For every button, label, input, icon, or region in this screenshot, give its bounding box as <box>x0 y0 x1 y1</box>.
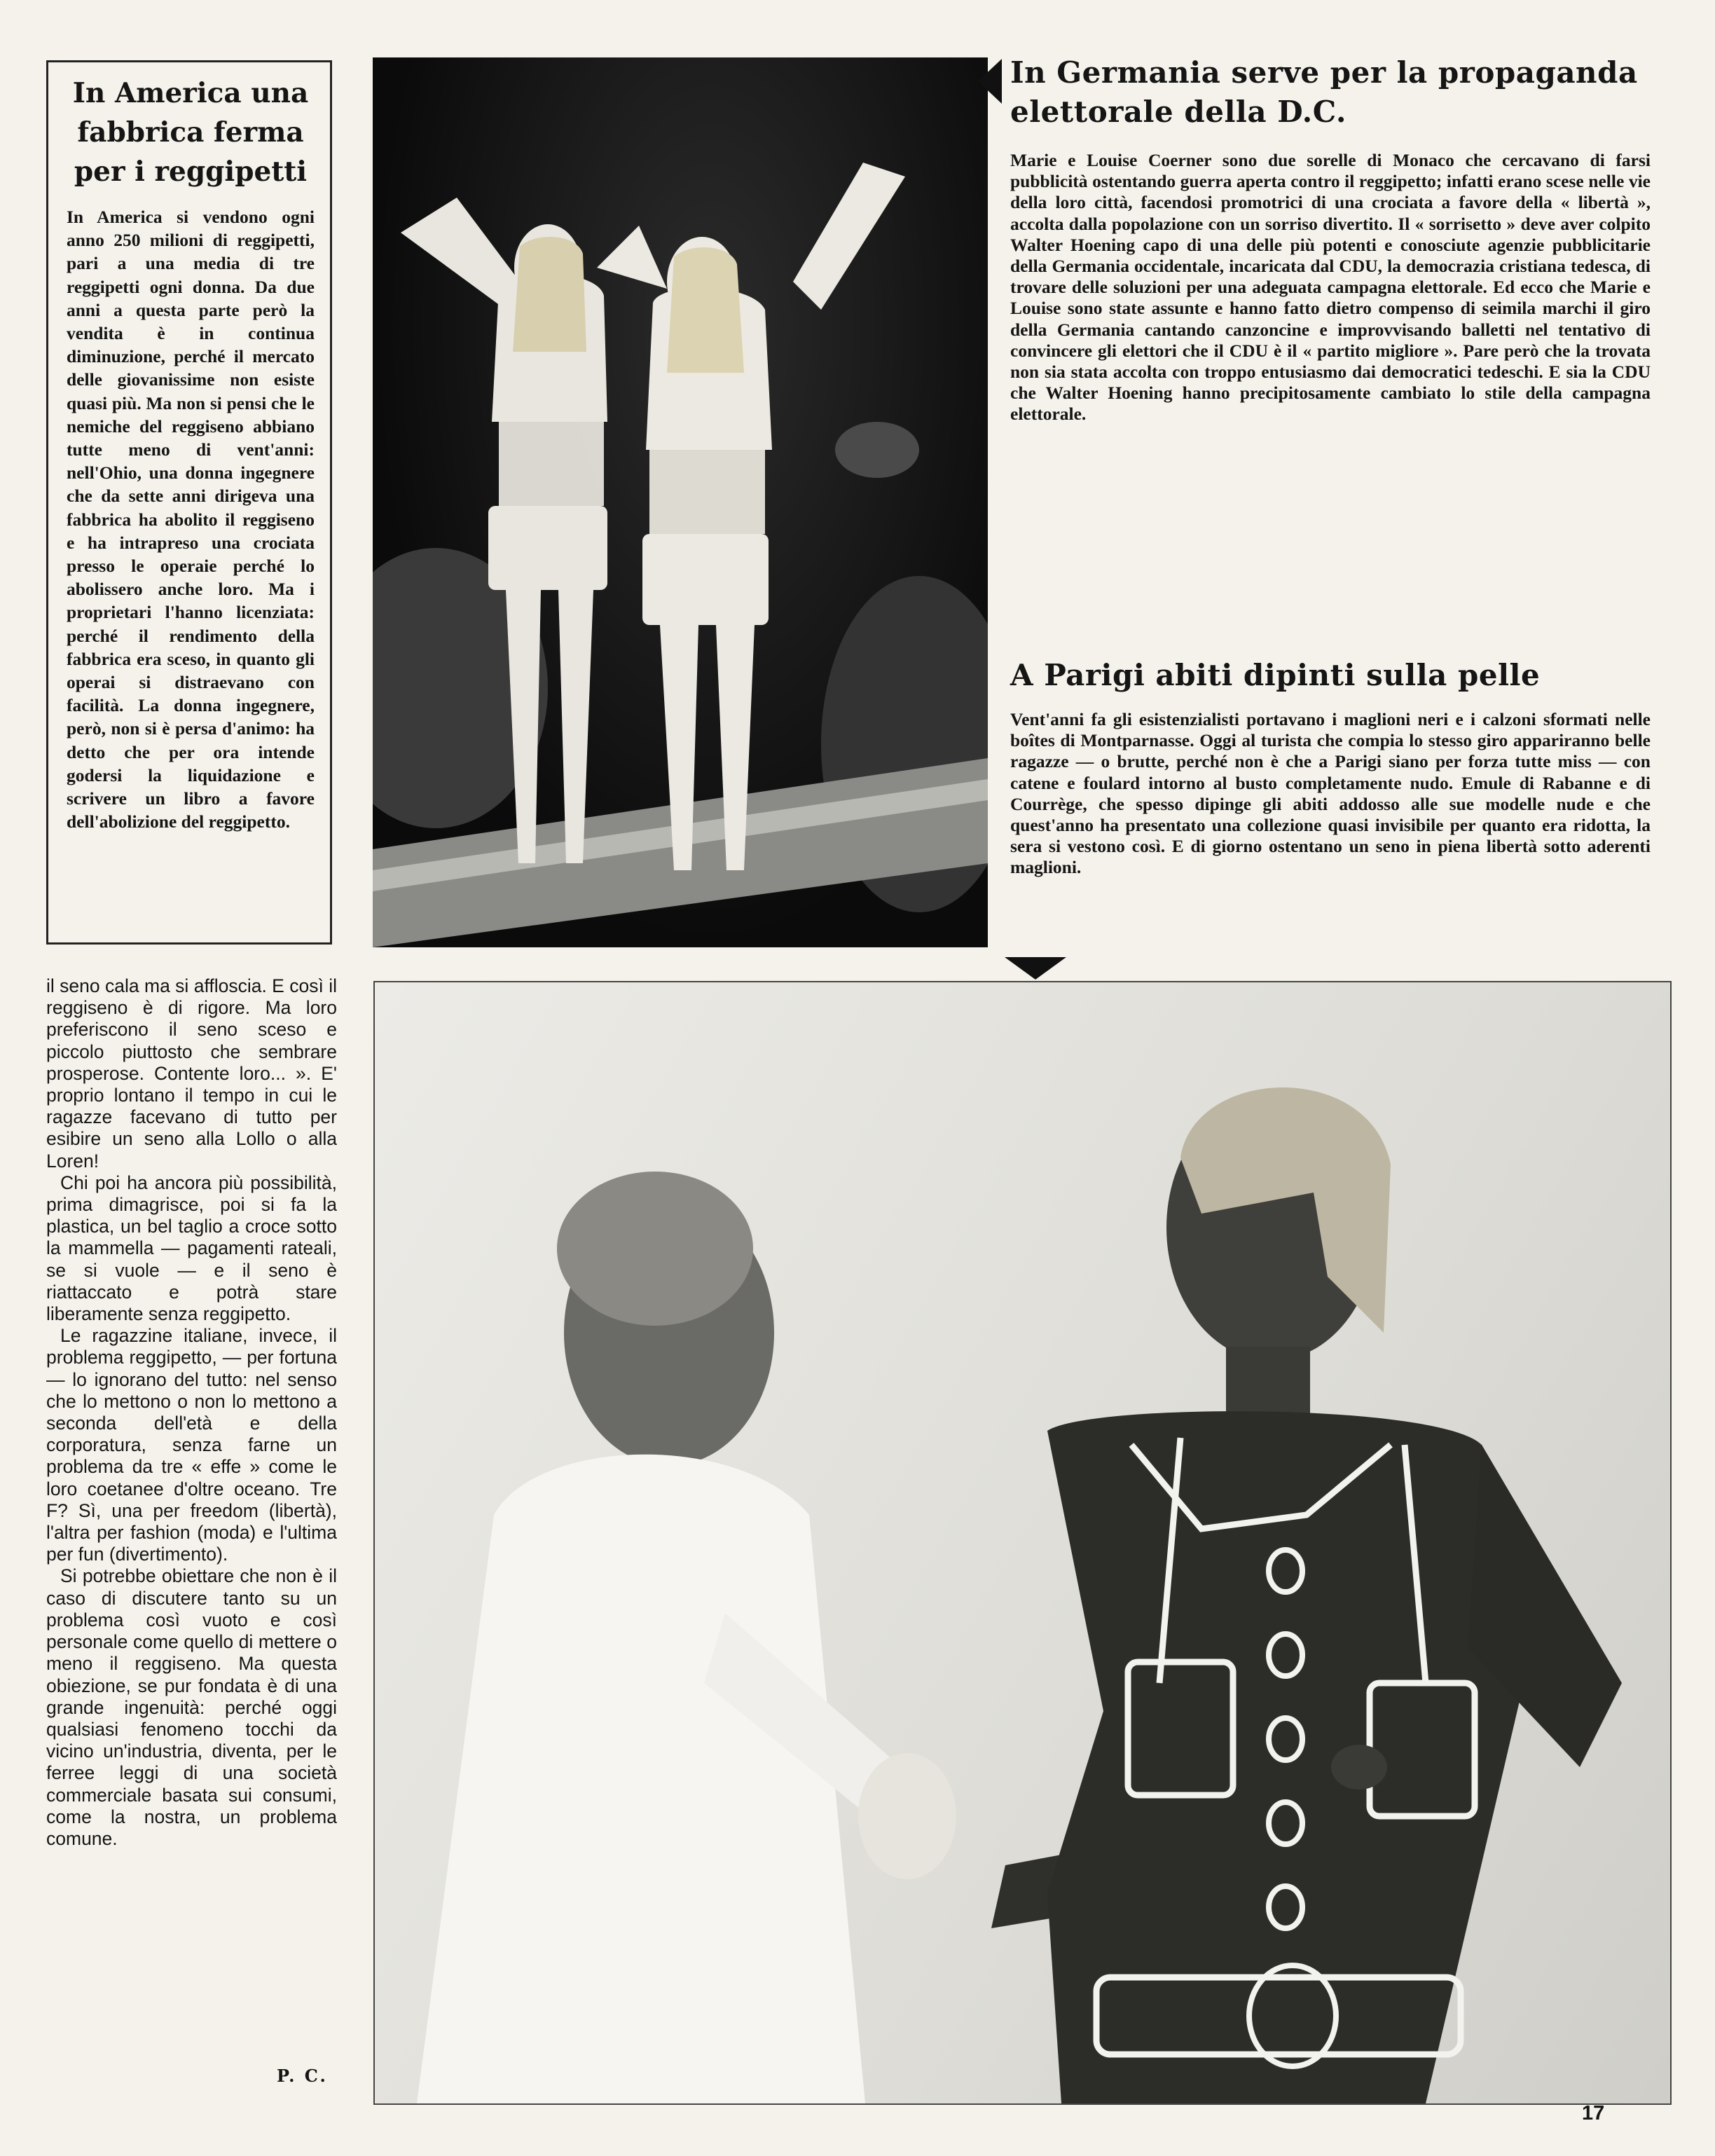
arrow-down-icon <box>1005 957 1066 980</box>
main-paragraph-4: Si potrebbe obiettare che non è il caso di discutere tanto su un problema così vuoto e così personale come quello di mettere o meno il reggiseno. Ma questa obiezione, se pur fondata è di una grande ingenuità: perché oggi qualsiasi fenomeno tocchi da vicino un'industria, diventa, per le ferree leggi di una società commerciale basata sui consumi, come la nostra, un problema comune. <box>46 1565 337 1849</box>
author-signature: P. C. <box>277 2066 328 2086</box>
photo-two-sisters-illustration <box>373 57 988 947</box>
main-paragraph-2: Chi poi ha ancora più possibilità, prima dimagrisce, poi si fa la plastica, un bel taglio a croce sotto la mammella — pagamenti rateali, se si vuole — e il seno è riattaccato e potrà stare liberamente senza reggipetto. <box>46 1172 337 1325</box>
sidebar-body: In America si vendono ogni anno 250 milioni di reggipetti, pari a una media di tre reggipetti ogni donna. Da due anni a questa parte però la vendita è in continua diminuzione, perché il mercato delle giovanissime non esiste quasi più. Ma non si pensi che le nemiche del reggiseno abbiano tutte meno di vent'anni: nell'Ohio, una donna ingegnere che da sette anni dirigeva una fabbrica ha abolito il reggiseno e ha intrapreso una crociata presso le operaie perché lo abolissero anche loro. Ma i proprietari l'hanno licenziata: perché il rendimento della fabbrica era sceso, in quanto gli operai si distraevano con facilità. La donna ingegnere, però, non si è persa d'animo: ha detto che per ora intende godersi la liquidazione e scrivere un libro a favore dell'abolizione del reggipetto. <box>67 207 315 832</box>
sidebar-box-america <box>46 60 332 945</box>
article-germania-title: In Germania serve per la propaganda elettorale della D.C. <box>1010 55 1638 129</box>
photo-painted-dress <box>373 981 1672 2105</box>
photo-painted-dress-illustration <box>375 982 1670 2103</box>
main-paragraph-3: Le ragazzine italiane, invece, il problema reggipetto, — per fortuna — lo ignorano del tutto: nel senso che lo mettono o non lo mettono a seconda dell'età e della corporatura, senza farne un problema da tre « effe » come le loro coetanee d'oltre oceano. Tre F? Sì, una per freedom (libertà), l'altra per fashion (moda) e l'ultima per fun (divertimento). <box>46 1325 337 1565</box>
article-parigi-body: Vent'anni fa gli esistenzialisti portavano i maglioni neri e i calzoni sformati nelle boîtes di Montparnasse. Oggi al turista che compia lo stesso giro appariranno belle ragazze — o brutte, perché non è che a Parigi siano per forza tutte miss — con catene e foulard intorno al busto completamente nudo. Emule di Rabanne e di Courrège, che spesso dipinge gli abiti addosso alle sue modelle nude e che quest'anno ha presentato una collezione quasi invisibile per quanto era ridotta, la sera si vestono così. E di giorno ostentano un seno in piena libertà sotto aderenti maglioni. <box>1010 709 1651 878</box>
article-main-column <box>46 975 337 2096</box>
article-germania <box>1010 53 1651 425</box>
photo-two-sisters <box>373 57 988 947</box>
arrow-left-icon <box>978 59 1002 104</box>
article-parigi <box>1010 656 1651 879</box>
sidebar-title: In America una fabbrica ferma per i reggipetti <box>72 77 309 188</box>
page-number: 17 <box>1582 2102 1605 2124</box>
main-paragraph-1: il seno cala ma si affloscia. E così il reggiseno è di rigore. Ma loro preferiscono il seno sceso e piccolo piuttosto che sembrare prosperose. Contente loro... ». E' proprio lontano il tempo in cui le ragazze facevano di tutto per esibire un seno alla Lollo o alla Loren! <box>46 975 337 1172</box>
article-germania-body: Marie e Louise Coerner sono due sorelle di Monaco che cercavano di farsi pubblicità ostentando guerra aperta contro il reggipetto; infatti erano scese nelle vie della loro città, facendosi promotrici di una crociata a favore della « libertà », accolta dalla popolazione con un sorriso divertito. Il « sorrisetto » deve aver colpito Walter Hoening capo di una delle più potenti e conosciute agenzie pubblicitarie della Germania occidentale, incaricata dal CDU, la democrazia cristiana tedesca, di trovare delle soluzioni per una adeguata campagna elettorale. Ed ecco che Marie e Louise sono state assunte e hanno fatto dietro compenso di seimila marchi il giro della Germania cantando canzoncine e improvvisando balletti nel tentativo di convincere gli elettori che il CDU è il « partito migliore ». Pare però che la trovata non sia stata accolta con troppo entusiasmo dai democratici tedeschi. E sia la CDU che Walter Hoening hanno precipitosamente cambiato lo stile della campagna elettorale. <box>1010 150 1651 425</box>
article-parigi-title: A Parigi abiti dipinti sulla pelle <box>1010 658 1541 692</box>
